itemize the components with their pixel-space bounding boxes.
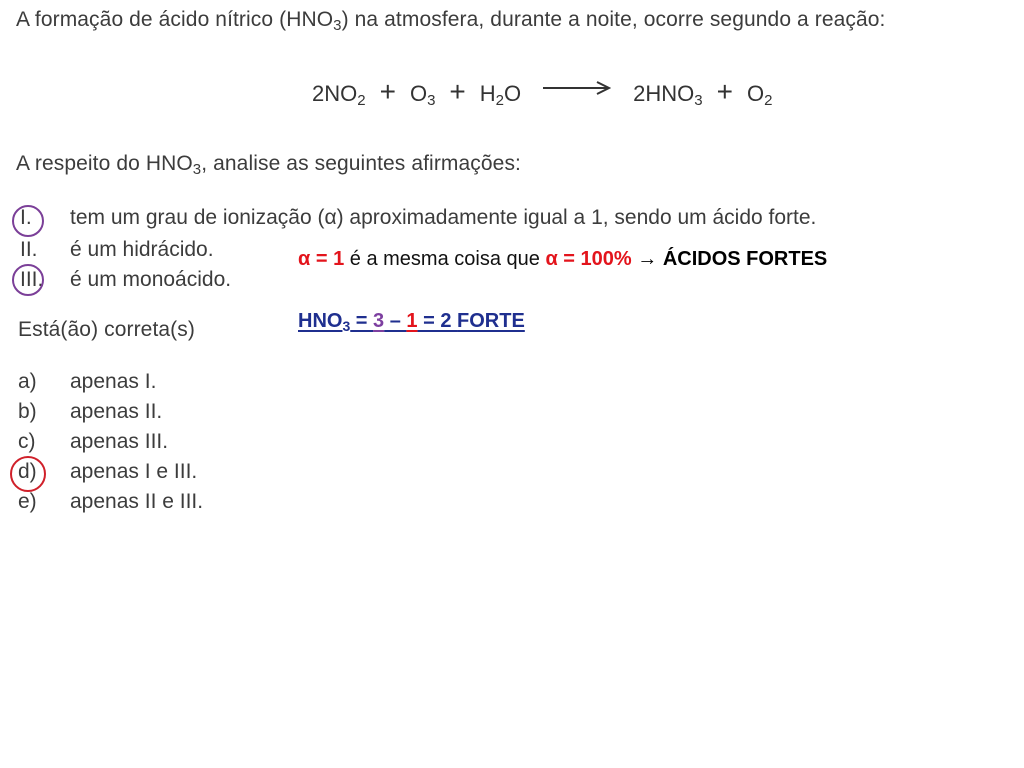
option-label: a): [18, 370, 37, 393]
plus-sign: +: [449, 76, 466, 107]
respeito-before: A respeito do HNO: [16, 152, 193, 175]
respeito-after: , analise as seguintes afirmações:: [201, 152, 521, 175]
intro-after: ) na atmosfera, durante a noite, ocorre segundo a reação:: [341, 8, 886, 31]
statement-label: II.: [20, 238, 38, 261]
statement-i-circle-mark: [12, 205, 44, 237]
statement-text: é um monoácido.: [70, 268, 232, 291]
option-text: apenas I e III.: [70, 460, 198, 483]
equals-sign: =: [350, 310, 374, 332]
respeito-subscript: 3: [192, 161, 202, 178]
intro-subscript: 3: [333, 17, 342, 34]
difference-result: = 2: [417, 310, 458, 332]
option-text: apenas II.: [70, 400, 163, 423]
chemical-equation: [312, 78, 772, 107]
intro-before: A formação de ácido nítrico (HNO: [16, 8, 334, 31]
reactant-h2o: $H_2O$: [479, 81, 522, 109]
oxygen-count: 3: [373, 310, 385, 332]
respeito-text: [16, 152, 521, 176]
reactant-o3: $O_3$: [409, 81, 436, 109]
statement-label: I.: [20, 206, 32, 229]
option-text: apenas II e III.: [70, 490, 204, 513]
reaction-arrow-icon: [543, 81, 611, 95]
alpha-equals-1: α = 1: [298, 248, 345, 270]
statement-label: III.: [20, 268, 44, 291]
statement-text: é um hidrácido.: [70, 238, 214, 261]
product-hno3: $2HNO_3$: [633, 81, 703, 109]
reactant-no2: $2NO_2$: [312, 81, 366, 109]
hno3-formula: $HNO_3$: [298, 310, 351, 334]
strength-result: FORTE: [457, 310, 525, 332]
right-arrow-icon: →: [631, 248, 663, 270]
statement-iii-circle-mark: [12, 264, 44, 296]
option-label: c): [18, 430, 36, 453]
alpha-equals-100: α = 100%: [545, 248, 632, 270]
hydrogen-count: 1: [406, 310, 418, 332]
question-text: Está(ão) correta(s): [18, 318, 195, 341]
intro-text: [16, 8, 886, 32]
hno3-strength-annotation: [298, 310, 525, 333]
option-d-circle-mark: [10, 456, 46, 492]
plus-sign: +: [379, 76, 396, 107]
option-label: b): [18, 400, 37, 423]
strong-acids-label: ÁCIDOS FORTES: [662, 248, 828, 270]
option-text: apenas I.: [70, 370, 157, 393]
option-text: apenas III.: [70, 430, 169, 453]
minus-sign: –: [384, 310, 407, 332]
product-o2: $O_2$: [746, 81, 773, 109]
alpha-annotation: [298, 248, 827, 271]
statement-text: tem um grau de ionização (α) aproximadamente igual a 1, sendo um ácido forte.: [70, 206, 817, 229]
plus-sign: +: [716, 76, 733, 107]
option-label: d): [18, 460, 37, 483]
annotation-middle-text: é a mesma coisa que: [344, 248, 546, 270]
option-label: e): [18, 490, 37, 513]
